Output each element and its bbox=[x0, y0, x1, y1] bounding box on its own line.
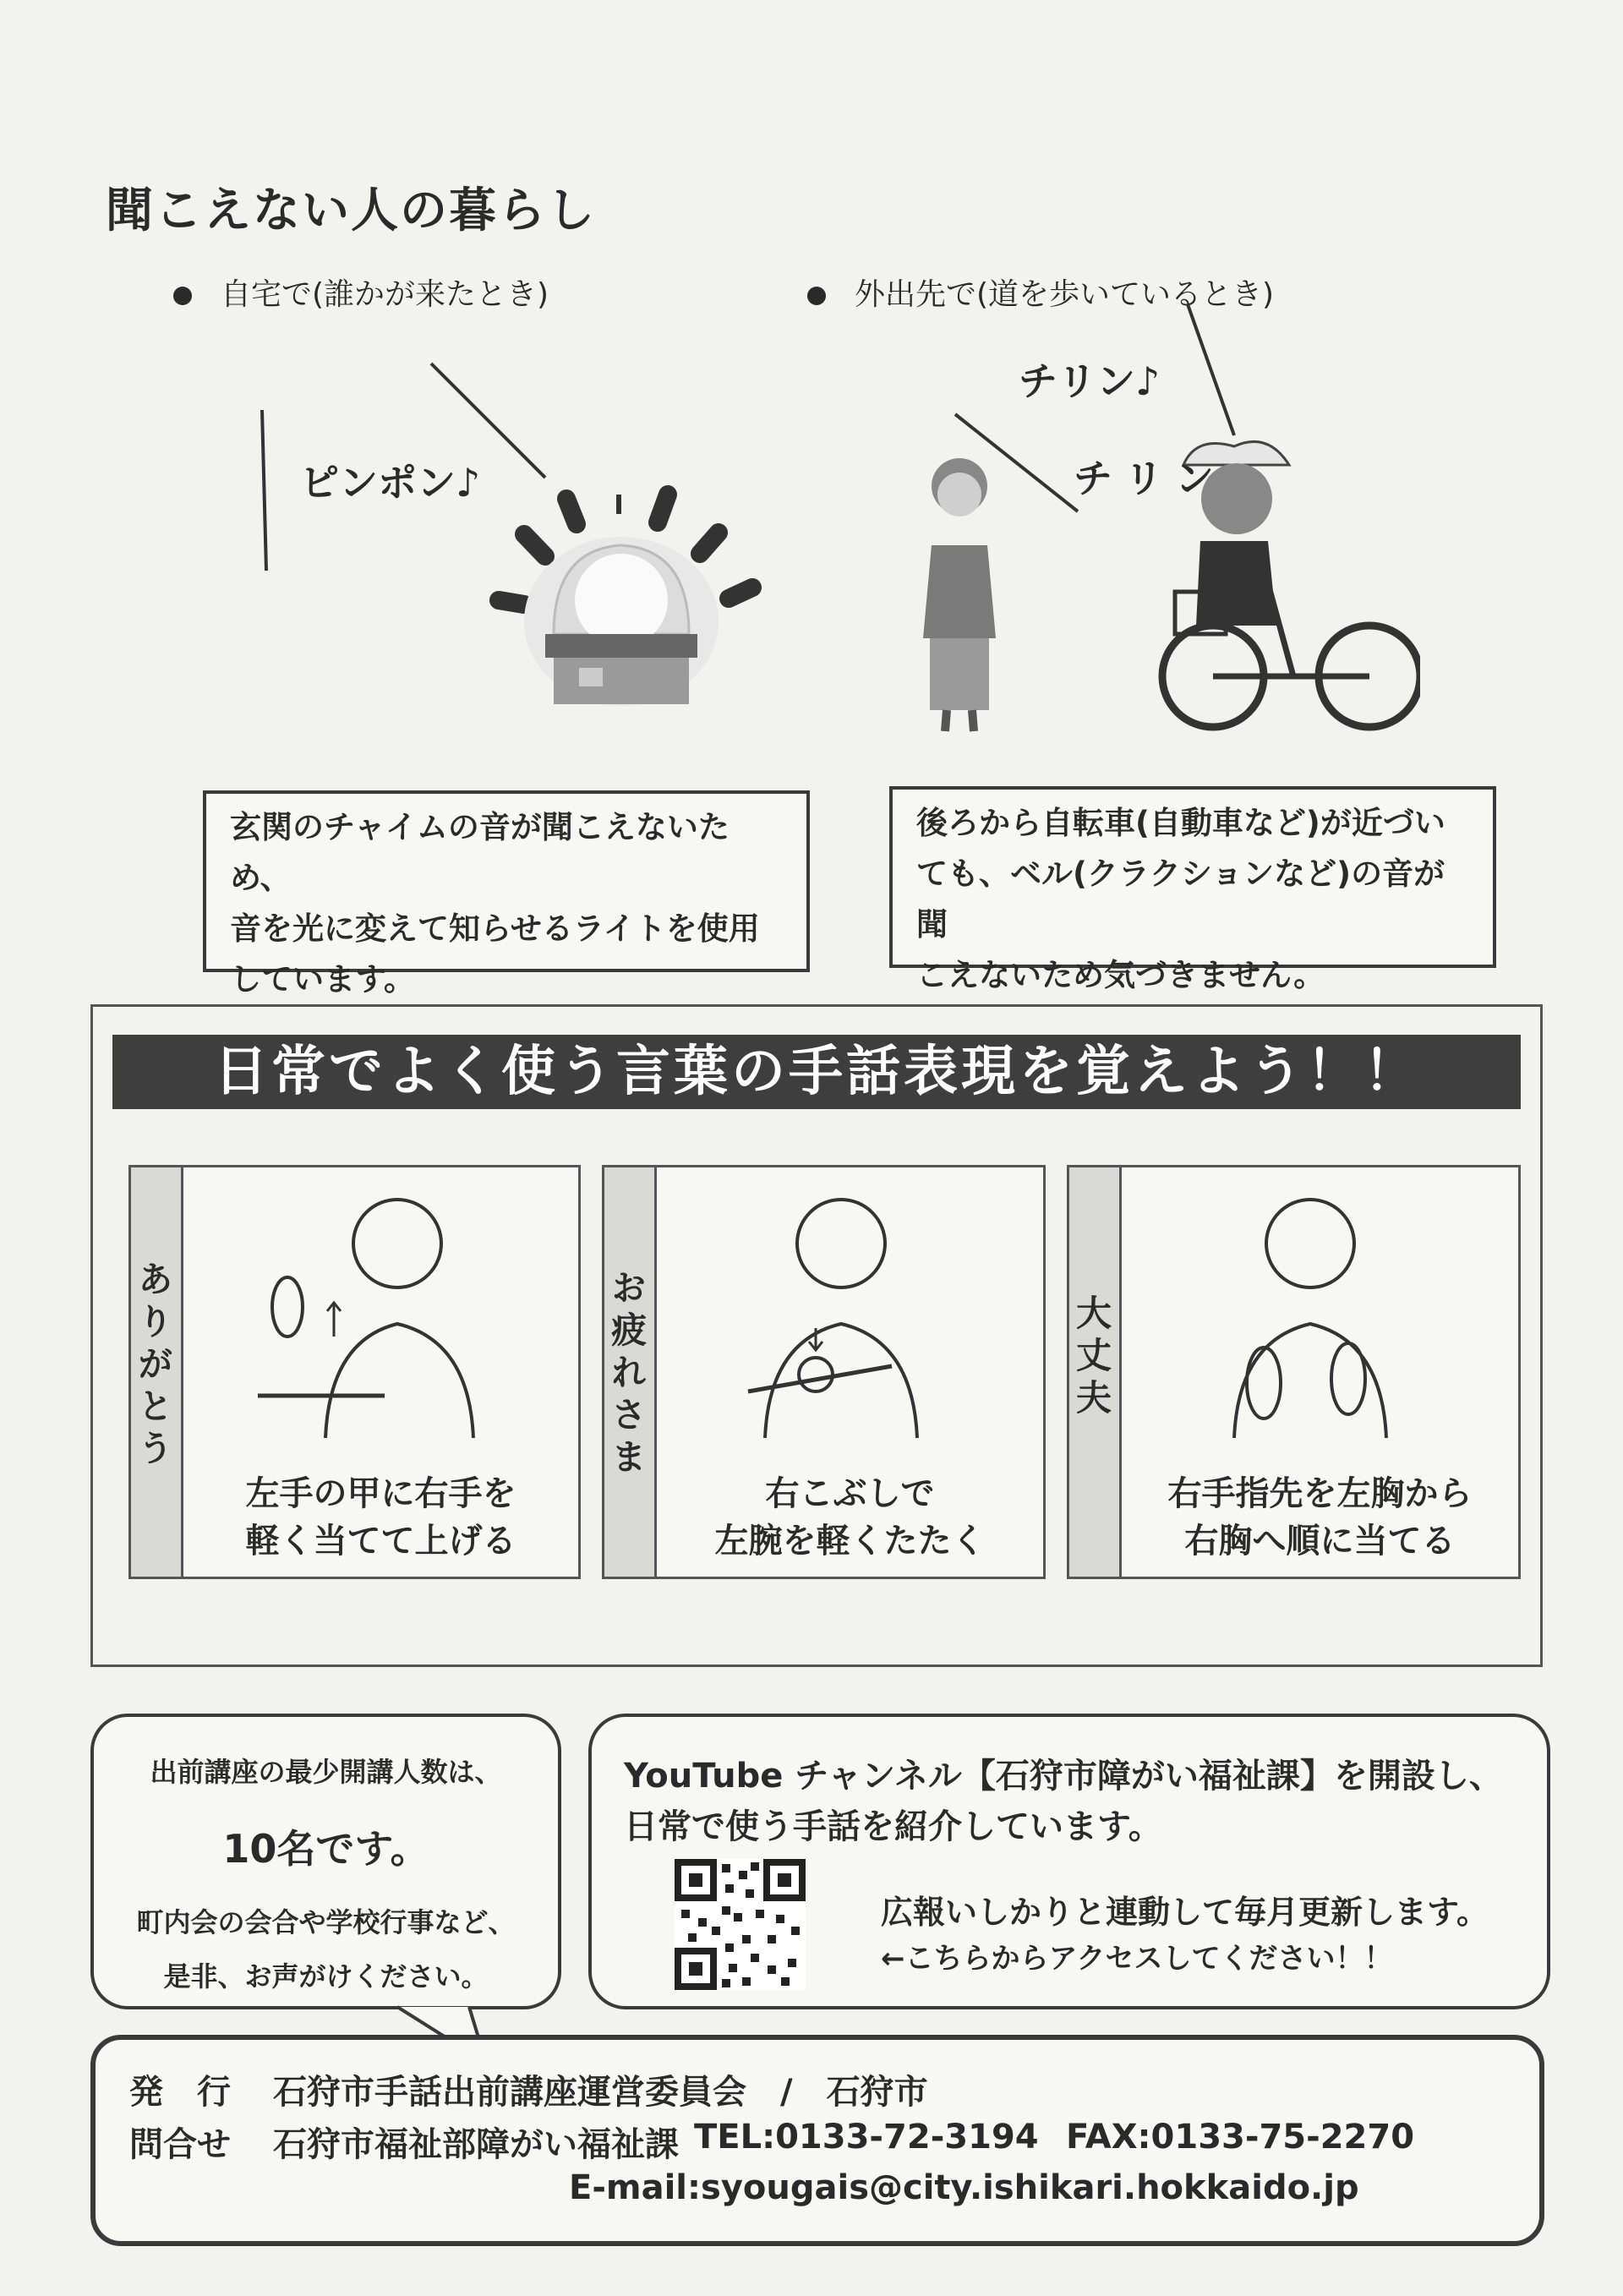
bullet-icon bbox=[173, 287, 192, 305]
publisher-name: 石狩市手話出前講座運営委員会 / 石狩市 bbox=[273, 2073, 928, 2112]
sign-description bbox=[183, 1470, 578, 1565]
lecture-line: 是非、お声がけください。 bbox=[163, 1960, 489, 1993]
sign-word: 大丈夫 bbox=[1071, 1294, 1112, 1421]
doorbell-sound-text: ピンポン♪ bbox=[300, 460, 481, 506]
youtube-line: YouTube チャンネル【石狩市障がい福祉課】を開設し、 bbox=[624, 1757, 1503, 1796]
outside-caption-line: 後ろから自転車(自動車など)が近づい bbox=[916, 805, 1445, 841]
lecture-line: 町内会の会合や学校行事など、 bbox=[136, 1906, 516, 1938]
scene-outside-heading: 外出先で(道を歩いているとき) bbox=[807, 271, 1274, 314]
bell-sound-text-1: チリン♪ bbox=[1019, 358, 1161, 404]
sign-word: ありがとう bbox=[133, 1260, 174, 1472]
youtube-bubble bbox=[588, 1714, 1550, 2009]
lecture-min-count: 10名です。 bbox=[222, 1826, 429, 1872]
sign-description-line: 軽く当てて上げる bbox=[245, 1522, 516, 1561]
sign-description-line: 右こぶしで bbox=[765, 1474, 935, 1513]
home-caption-line: しています。 bbox=[230, 961, 416, 998]
home-caption-line: 音を光に変えて知らせるライトを使用 bbox=[230, 910, 760, 947]
signing-person-illustration bbox=[1162, 1184, 1450, 1438]
sign-word: お疲れさま bbox=[606, 1269, 648, 1480]
sign-language-banner: 日常でよく使う言葉の手話表現を覚えよう！！ bbox=[112, 1035, 1521, 1109]
home-caption-box bbox=[203, 790, 810, 998]
sign-description-line: 左手の甲に右手を bbox=[245, 1474, 516, 1513]
outside-caption-line: ても、ベル(クラクションなど)の音が聞 bbox=[916, 856, 1445, 943]
signal-light-illustration bbox=[245, 355, 803, 752]
sign-description-line: 左腕を軽くたたく bbox=[714, 1522, 986, 1561]
lecture-bubble bbox=[90, 1714, 561, 2009]
youtube-line: 広報いしかりと連動して毎月更新します。 bbox=[881, 1894, 1489, 1931]
footer-contact-box bbox=[90, 2035, 1544, 2246]
qr-code-icon[interactable] bbox=[675, 1859, 806, 1990]
contact-label: 問合せ bbox=[129, 2125, 231, 2164]
signing-person-illustration bbox=[697, 1184, 985, 1438]
sign-card-daijoubu bbox=[1067, 1165, 1521, 1579]
sign-description-line: 右胸へ順に当てる bbox=[1184, 1522, 1456, 1561]
lecture-line: 出前講座の最少開講人数は、 bbox=[150, 1756, 502, 1788]
publisher-label: 発 行 bbox=[129, 2073, 231, 2112]
bicycle-illustration bbox=[913, 304, 1420, 744]
home-caption-line: 玄関のチャイムの音が聞こえないため、 bbox=[230, 809, 730, 896]
sign-description bbox=[657, 1470, 1043, 1565]
bell-sound-text-2: チリン bbox=[1074, 456, 1226, 501]
contact-fax: FAX:0133-75-2270 bbox=[1066, 2118, 1415, 2157]
outside-caption-line: こえないため気づきません。 bbox=[916, 957, 1325, 993]
contact-email[interactable]: E-mail:syougais@city.ishikari.hokkaido.jp bbox=[569, 2168, 1359, 2207]
sign-card-otsukaresama bbox=[602, 1165, 1046, 1579]
contact-tel: TEL:0133-72-3194 bbox=[694, 2118, 1039, 2157]
bullet-icon bbox=[807, 287, 826, 305]
sign-card-thank-you bbox=[128, 1165, 581, 1579]
section-title: 聞こえない人の暮らし bbox=[106, 183, 596, 238]
outside-caption-box bbox=[889, 786, 1496, 993]
sign-description-line: 右手指先を左胸から bbox=[1167, 1474, 1473, 1513]
youtube-line: 日常で使う手話を紹介しています。 bbox=[624, 1807, 1162, 1846]
scene-home-heading: 自宅で(誰かが来たとき) bbox=[173, 271, 549, 314]
contact-department: 石狩市福祉部障がい福祉課 bbox=[273, 2125, 679, 2164]
sign-description bbox=[1122, 1470, 1518, 1565]
youtube-access-note: ←こちらからアクセスしてください！！ bbox=[881, 1942, 1393, 1976]
signing-person-illustration bbox=[224, 1184, 511, 1438]
